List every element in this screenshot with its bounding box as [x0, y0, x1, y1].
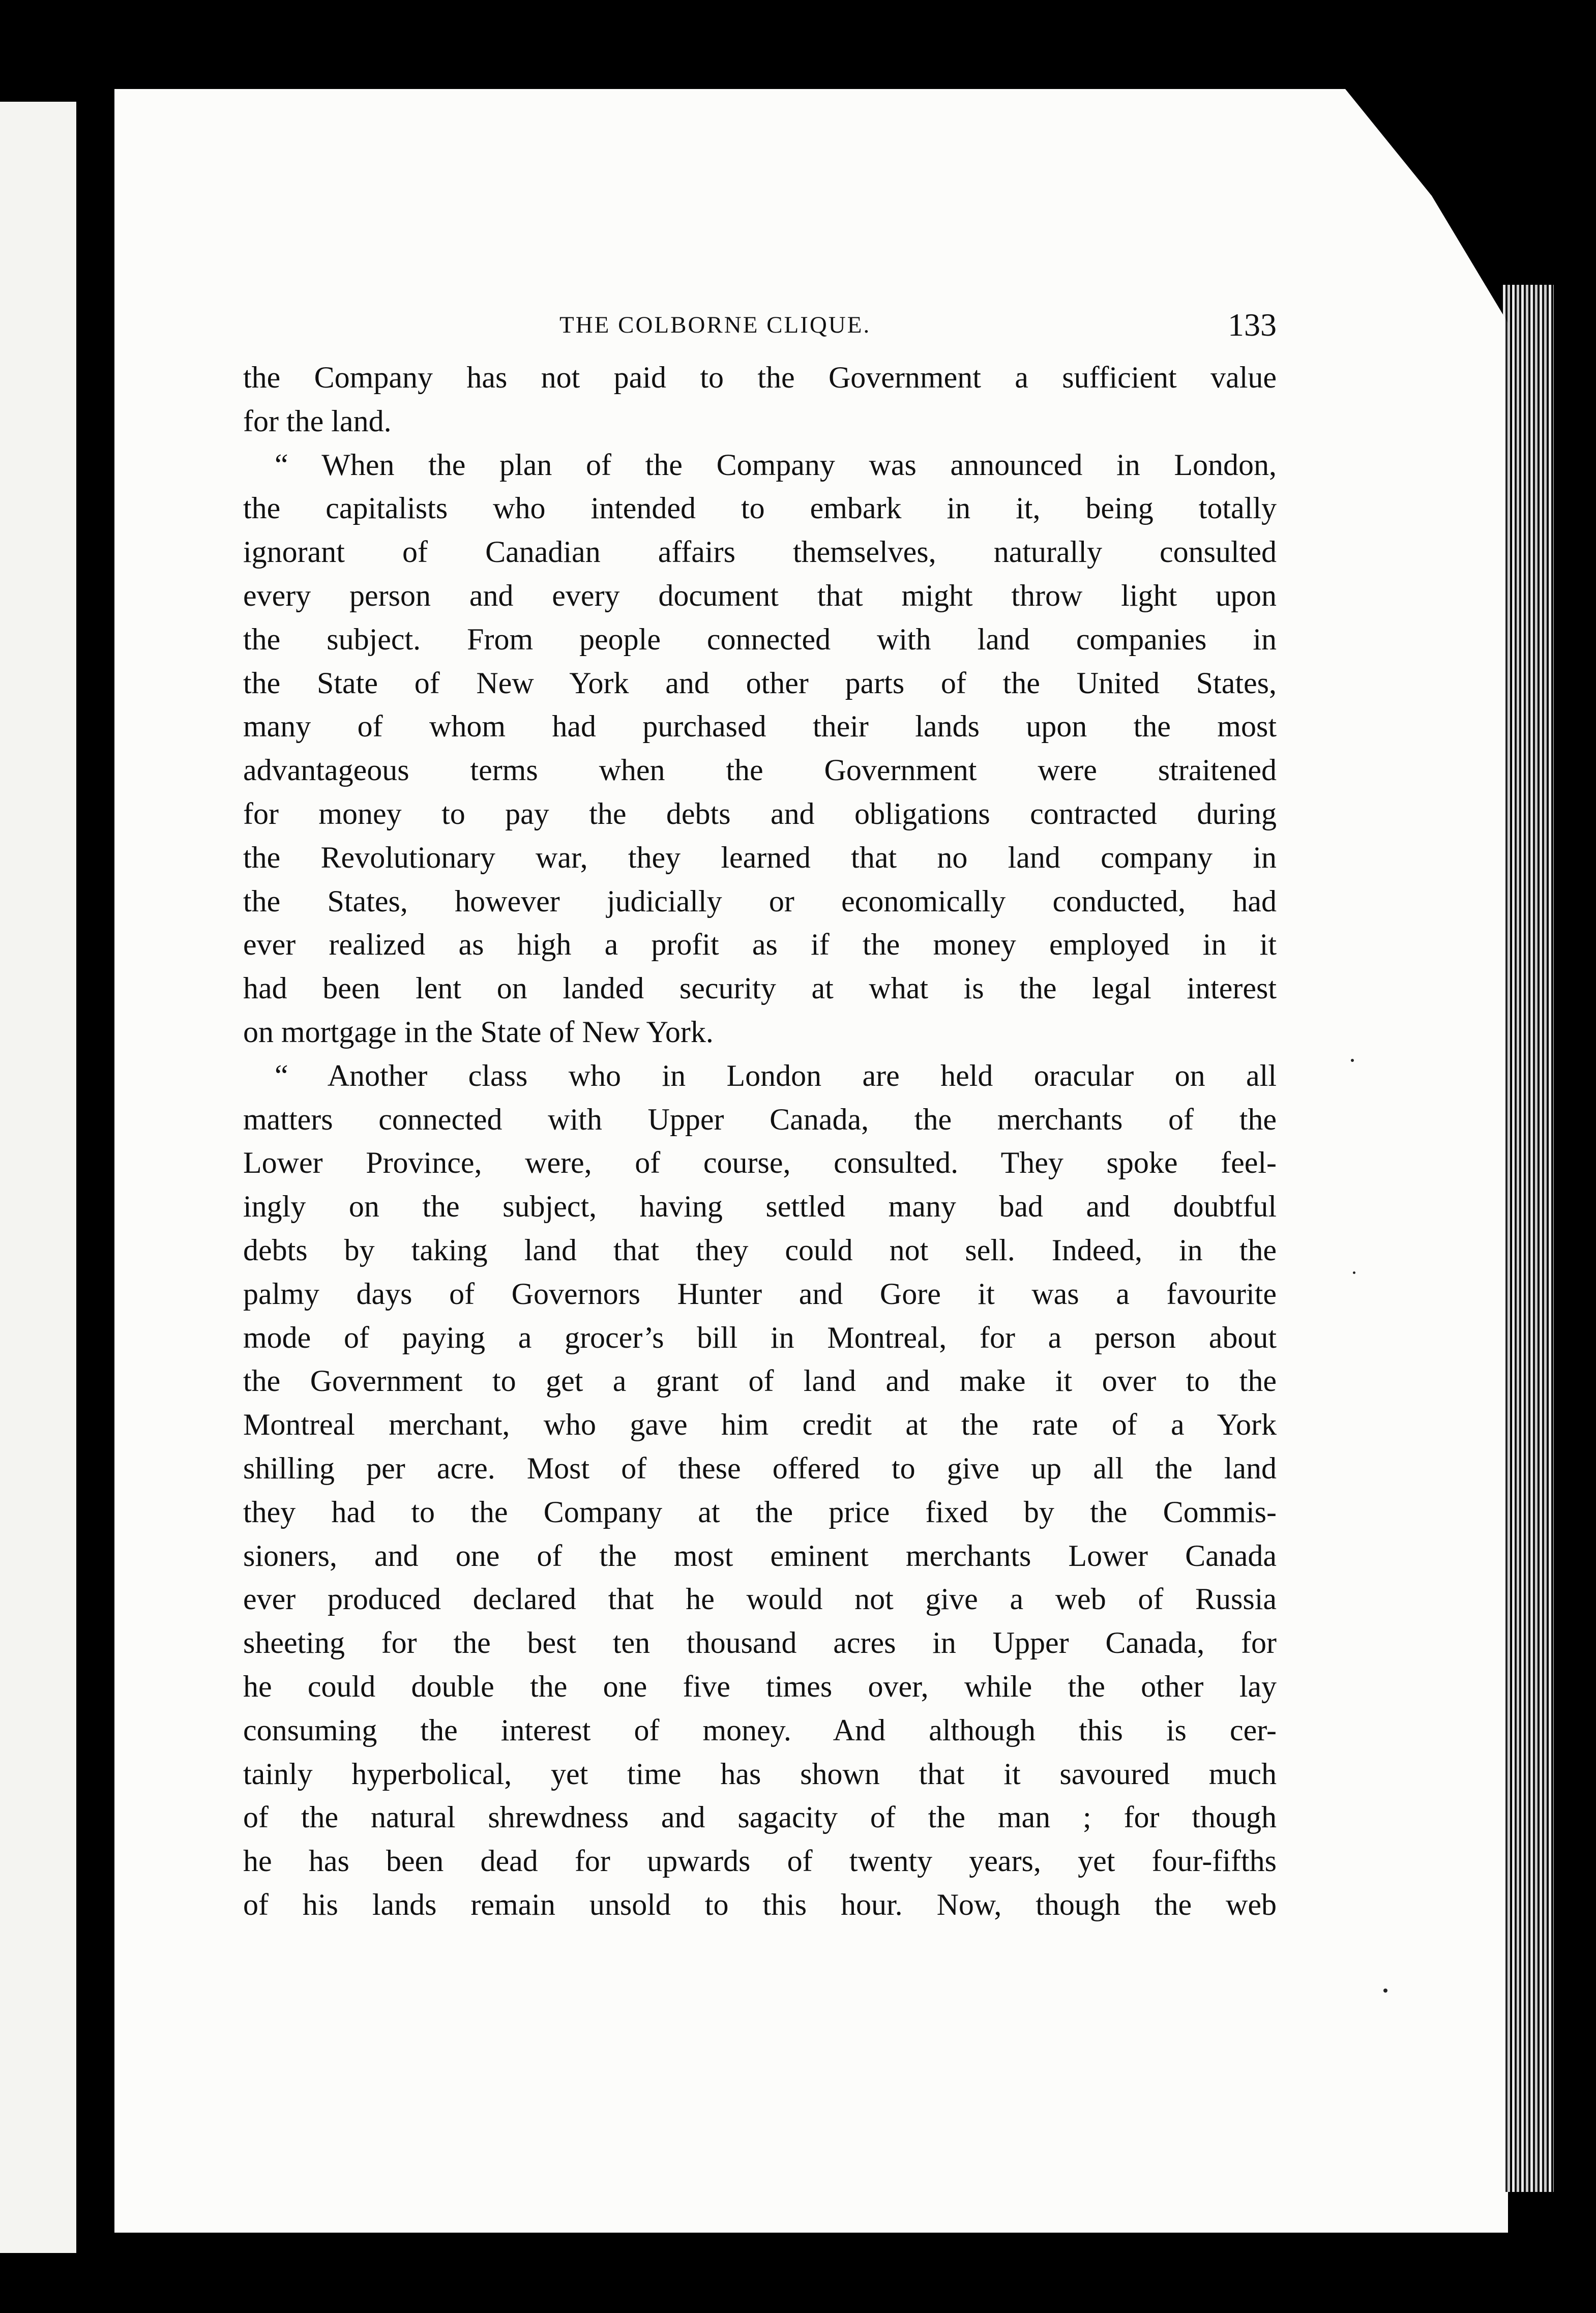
- text-line: ever produced declared that he would not give a web of Russia: [243, 1582, 1277, 1616]
- text-line: they had to the Company at the price fixed by the Commis-: [243, 1495, 1277, 1529]
- text-line: the Company has not paid to the Government a sufficient value: [243, 361, 1277, 394]
- text-line: sheeting for the best ten thousand acres in Upper Canada, for: [243, 1626, 1277, 1660]
- scan-speck: [1351, 1059, 1354, 1062]
- scan-speck: [1383, 1989, 1387, 1993]
- running-title: THE COLBORNE CLIQUE.: [559, 312, 871, 338]
- text-line: the capitalists who intended to embark in it, being totally: [243, 491, 1277, 525]
- body-text: [243, 356, 1277, 1927]
- left-page-edge: [0, 102, 76, 2253]
- page-number: 133: [1228, 307, 1277, 343]
- text-line: “ Another class who in London are held oracular on all: [275, 1058, 1277, 1092]
- text-line: ingly on the subject, having settled many bad and doubtful: [243, 1190, 1277, 1224]
- text-line: he could double the one five times over, while the other lay: [243, 1669, 1277, 1703]
- text-line: for the land.: [243, 404, 392, 438]
- text-line: of the natural shrewdness and sagacity of the man ; for though: [243, 1800, 1277, 1834]
- text-line: ignorant of Canadian affairs themselves, naturally consulted: [243, 535, 1277, 569]
- binding-shadow: [76, 92, 114, 2278]
- text-line: the subject. From people connected with land companies in: [243, 622, 1277, 656]
- text-line: sioners, and one of the most eminent merchants Lower Canada: [243, 1538, 1277, 1573]
- text-line: for money to pay the debts and obligations contracted during: [243, 796, 1277, 831]
- text-line: Montreal merchant, who gave him credit at the rate of a York: [243, 1408, 1277, 1442]
- text-line: he has been dead for upwards of twenty years, yet four-fifths: [243, 1844, 1277, 1878]
- text-line: debts by taking land that they could not sell. Indeed, in the: [243, 1233, 1277, 1267]
- page-edge-stack: [1503, 285, 1554, 2192]
- text-line: many of whom had purchased their lands upon the most: [243, 709, 1277, 744]
- text-line: advantageous terms when the Government were straitened: [243, 753, 1277, 787]
- text-line: the Revolutionary war, they learned that no land company in: [243, 840, 1277, 874]
- text-line: shilling per acre. Most of these offered to give up all the land: [243, 1451, 1277, 1485]
- text-line: the State of New York and other parts of the United States,: [243, 666, 1277, 700]
- text-line: “ When the plan of the Company was announced in London,: [275, 448, 1277, 482]
- text-line: matters connected with Upper Canada, the merchants of the: [243, 1102, 1277, 1136]
- scan-speck: [1353, 1271, 1355, 1274]
- text-line: the States, however judicially or economically conducted, had: [243, 884, 1277, 918]
- text-line: Lower Province, were, of course, consulted. They spoke feel-: [243, 1146, 1277, 1180]
- running-head: [243, 307, 1277, 346]
- text-line: of his lands remain unsold to this hour. Now, though the web: [243, 1887, 1277, 1921]
- text-line: palmy days of Governors Hunter and Gore it was a favourite: [243, 1277, 1277, 1311]
- text-line: mode of paying a grocer’s bill in Montreal, for a person about: [243, 1320, 1277, 1354]
- text-line: every person and every document that might throw light upon: [243, 578, 1277, 612]
- text-line: on mortgage in the State of New York.: [243, 1015, 714, 1049]
- text-line: had been lent on landed security at what is the legal interest: [243, 971, 1277, 1005]
- text-line: the Government to get a grant of land and make it over to the: [243, 1364, 1277, 1398]
- text-line: ever realized as high a profit as if the money employed in it: [243, 928, 1277, 962]
- text-line: consuming the interest of money. And although this is cer-: [243, 1713, 1277, 1747]
- text-line: tainly hyperbolical, yet time has shown that it savoured much: [243, 1757, 1277, 1791]
